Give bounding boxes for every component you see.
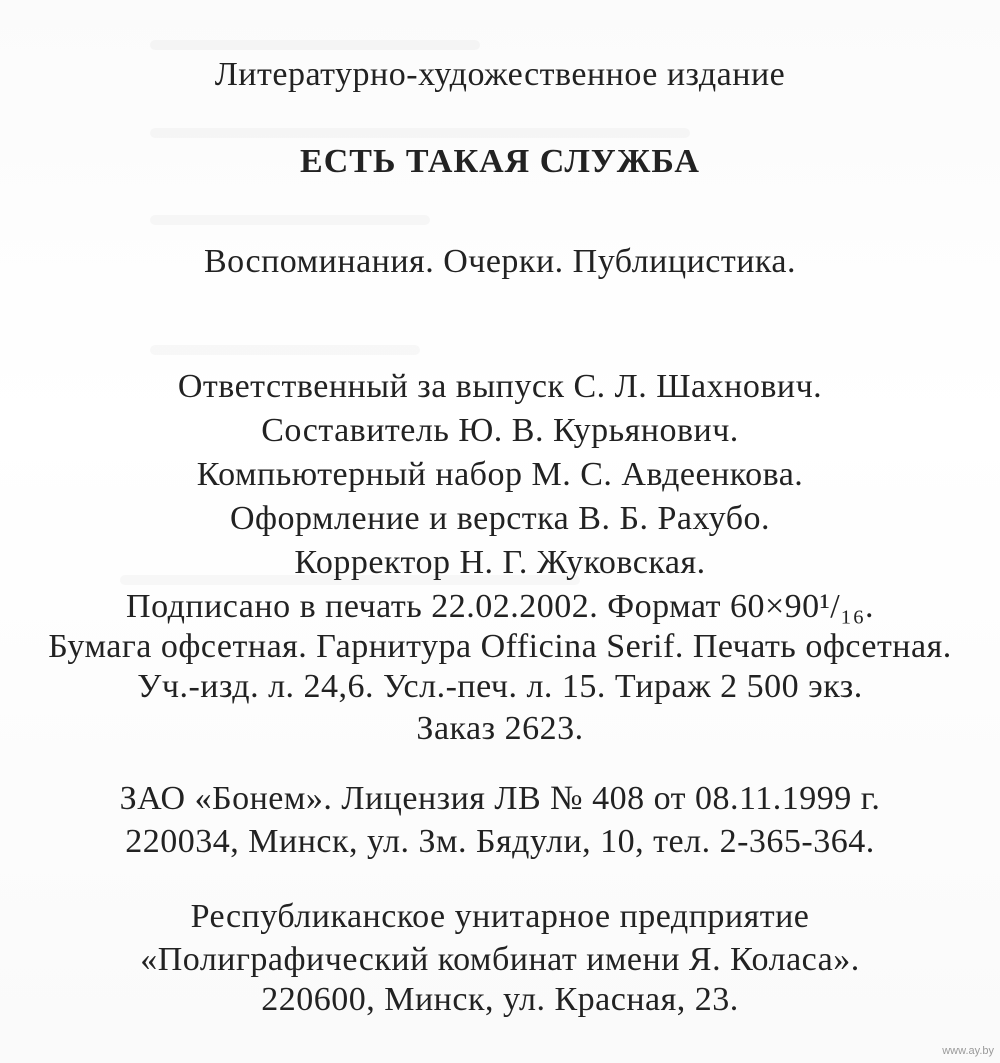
bleed-through-mark bbox=[150, 215, 430, 225]
edition-type: Литературно-художественное издание bbox=[214, 56, 786, 93]
printer-line: Республиканское унитарное предприятие bbox=[190, 898, 810, 935]
credit-line: Компьютерный набор М. С. Авдеенкова. bbox=[196, 456, 804, 493]
print-details-line: Уч.-изд. л. 24,6. Усл.-печ. л. 15. Тираж 2 500 экз. bbox=[137, 668, 863, 705]
print-details-line: Бумага офсетная. Гарнитура Officina Serif. Печать офсетная. bbox=[48, 628, 952, 665]
book-title: ЕСТЬ ТАКАЯ СЛУЖБА bbox=[300, 143, 700, 180]
credit-line: Оформление и верстка В. Б. Рахубо. bbox=[229, 500, 771, 537]
publisher-line: 220034, Минск, ул. Зм. Бядули, 10, тел. 2-365-364. bbox=[125, 823, 875, 860]
site-watermark: www.ay.by bbox=[942, 1045, 994, 1057]
publisher-line: ЗАО «Бонем». Лицензия ЛВ № 408 от 08.11.1999 г. bbox=[119, 780, 881, 817]
credit-line: Корректор Н. Г. Жуковская. bbox=[294, 544, 706, 581]
bleed-through-mark bbox=[150, 128, 690, 138]
credit-line: Составитель Ю. В. Курьянович. bbox=[261, 412, 739, 449]
printer-line: «Полиграфический комбинат имени Я. Коласа». bbox=[140, 941, 860, 978]
printer-line: 220600, Минск, ул. Красная, 23. bbox=[261, 981, 739, 1018]
bleed-through-mark bbox=[150, 40, 480, 50]
print-details-line: Заказ 2623. bbox=[416, 710, 584, 747]
book-genres: Воспоминания. Очерки. Публицистика. bbox=[204, 243, 796, 280]
credit-line: Ответственный за выпуск С. Л. Шахнович. bbox=[177, 368, 823, 405]
bleed-through-mark bbox=[150, 345, 420, 355]
print-details-line: Подписано в печать 22.02.2002. Формат 60×90¹/₁₆. bbox=[126, 588, 874, 625]
